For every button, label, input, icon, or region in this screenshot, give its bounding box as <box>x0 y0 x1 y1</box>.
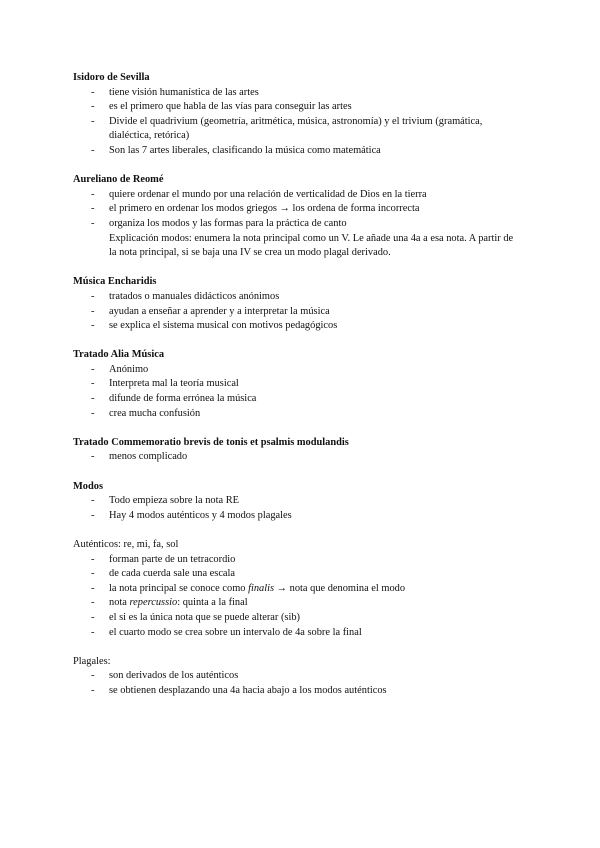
list-item <box>73 377 523 392</box>
list-item <box>73 684 523 699</box>
list-item-text-post: → nota que denomina el modo <box>274 582 406 594</box>
list-item <box>73 217 523 232</box>
dash-bullet: - <box>91 568 95 580</box>
finalis-term: finalis <box>248 582 275 594</box>
section-musica-encharidis <box>73 275 523 333</box>
list-item-text: Todo empieza sobre la nota RE <box>109 495 239 507</box>
list-item <box>73 582 523 597</box>
dash-bullet: - <box>91 203 95 215</box>
list-item-text: el si es la única nota que se puede alterar (sib) <box>109 611 300 623</box>
dash-bullet: - <box>91 320 95 332</box>
list-item <box>73 407 523 422</box>
list-item <box>73 626 523 641</box>
autenticos-intro: Auténticos: re, mi, fa, sol <box>73 539 179 550</box>
bullet-list <box>73 450 523 465</box>
list-item-text: quiere ordenar el mundo por una relación de verticalidad de Dios en la tierra <box>109 188 427 200</box>
section-heading: Isidoro de Sevilla <box>73 72 150 83</box>
dash-bullet: - <box>91 684 95 696</box>
dash-bullet: - <box>91 290 95 302</box>
list-item-text: Anónimo <box>109 363 149 375</box>
section-autenticos <box>73 538 523 640</box>
plagales-intro: Plagales: <box>73 655 111 667</box>
list-item-text: el primero en ordenar los modos griegos → los ordena de forma incorrecta <box>109 203 420 215</box>
list-item <box>73 115 523 144</box>
list-item-text: tiene visión humanística de las artes <box>109 86 259 98</box>
dash-bullet: - <box>91 115 95 127</box>
list-item-text: se explica el sistema musical con motivos pedagógicos <box>109 320 338 332</box>
repercussio-term: repercussio <box>129 597 178 609</box>
list-item-text: Divide el quadrivium (geometría, aritmética, música, astronomía) y el trivium (gramática, dialéctica, retórica) <box>109 115 483 142</box>
dash-bullet: - <box>91 305 95 317</box>
section-plagales <box>73 655 523 699</box>
bullet-list <box>73 669 523 698</box>
document-content <box>73 71 523 713</box>
bullet-list <box>73 86 523 159</box>
dash-bullet: - <box>91 597 95 609</box>
list-item-text: es el primero que habla de las vías para conseguir las artes <box>109 101 352 113</box>
dash-bullet: - <box>91 144 95 156</box>
dash-bullet: - <box>91 393 95 405</box>
section-heading: Tratado Alia Música <box>73 349 165 361</box>
list-item-text: se obtienen desplazando una 4a hacia abajo a los modos auténticos <box>109 684 387 696</box>
list-item-text-pre: nota <box>109 597 130 609</box>
list-item-text-post: : quinta a la final <box>177 597 248 609</box>
dash-bullet: - <box>91 626 95 638</box>
dash-bullet: - <box>91 509 95 521</box>
dash-bullet: - <box>91 407 95 419</box>
list-item-text-pre: la nota principal se conoce como <box>109 582 249 594</box>
list-item <box>73 553 523 568</box>
section-heading: Música Encharidis <box>73 276 157 288</box>
list-item <box>73 363 523 378</box>
list-item-text: tratados o manuales didácticos anónimos <box>109 290 280 302</box>
list-item-text: crea mucha confusión <box>109 407 201 419</box>
bullet-list <box>73 494 523 523</box>
explanation-paragraph: Explicación modos: enumera la nota principal como un V. Le añade una 4a a esa nota. A partir de la nota principal, si se baja una IV se crea un modo plagal derivado. <box>109 232 514 259</box>
list-item <box>73 611 523 626</box>
list-item <box>73 305 523 320</box>
bullet-list <box>73 188 523 232</box>
list-item <box>73 450 523 465</box>
section-heading: Tratado Commemoratio brevis de tonis et psalmis modulandis <box>73 436 349 448</box>
list-item-text: Son las 7 artes liberales, clasificando la música como matemática <box>109 144 381 156</box>
list-item <box>73 494 523 509</box>
dash-bullet: - <box>91 451 95 463</box>
dash-bullet: - <box>91 363 95 375</box>
section-isidoro <box>73 71 523 159</box>
dash-bullet: - <box>91 495 95 507</box>
dash-bullet: - <box>91 378 95 390</box>
dash-bullet: - <box>91 86 95 98</box>
list-item <box>73 86 523 101</box>
section-alia-musica <box>73 348 523 421</box>
list-item <box>73 509 523 524</box>
list-item-text: de cada cuerda sale una escala <box>109 568 236 580</box>
list-item <box>73 319 523 334</box>
list-item <box>73 202 523 217</box>
section-aureliano <box>73 173 523 261</box>
list-item-text: menos complicado <box>109 451 188 463</box>
dash-bullet: - <box>91 582 95 594</box>
list-item-text: organiza los modos y las formas para la práctica de canto <box>109 217 347 229</box>
dash-bullet: - <box>91 670 95 682</box>
list-item-text: difunde de forma errónea la música <box>109 393 257 405</box>
list-item <box>73 392 523 407</box>
dash-bullet: - <box>91 611 95 623</box>
bullet-list <box>73 290 523 334</box>
list-item-text: Interpreta mal la teoría musical <box>109 378 239 390</box>
list-item <box>73 144 523 159</box>
list-item <box>73 100 523 115</box>
section-heading: Aureliano de Reomé <box>73 174 164 186</box>
list-item <box>73 596 523 611</box>
list-item <box>73 567 523 582</box>
list-item-text: Hay 4 modos auténticos y 4 modos plagales <box>109 509 292 521</box>
list-item-text: ayudan a enseñar a aprender y a interpretar la música <box>109 305 330 317</box>
list-item <box>73 669 523 684</box>
dash-bullet: - <box>91 101 95 113</box>
bullet-list <box>73 363 523 421</box>
section-modos <box>73 480 523 524</box>
list-item-text: el cuarto modo se crea sobre un intervalo de 4a sobre la final <box>109 626 362 638</box>
dash-bullet: - <box>91 217 95 229</box>
dash-bullet: - <box>91 188 95 200</box>
list-item <box>73 188 523 203</box>
section-commemoratio <box>73 436 523 465</box>
bullet-list <box>73 553 523 641</box>
section-heading: Modos <box>73 480 104 492</box>
list-item-text: forman parte de un tetracordio <box>109 553 236 565</box>
dash-bullet: - <box>91 553 95 565</box>
list-item-text: son derivados de los auténticos <box>109 670 239 682</box>
list-item <box>73 290 523 305</box>
